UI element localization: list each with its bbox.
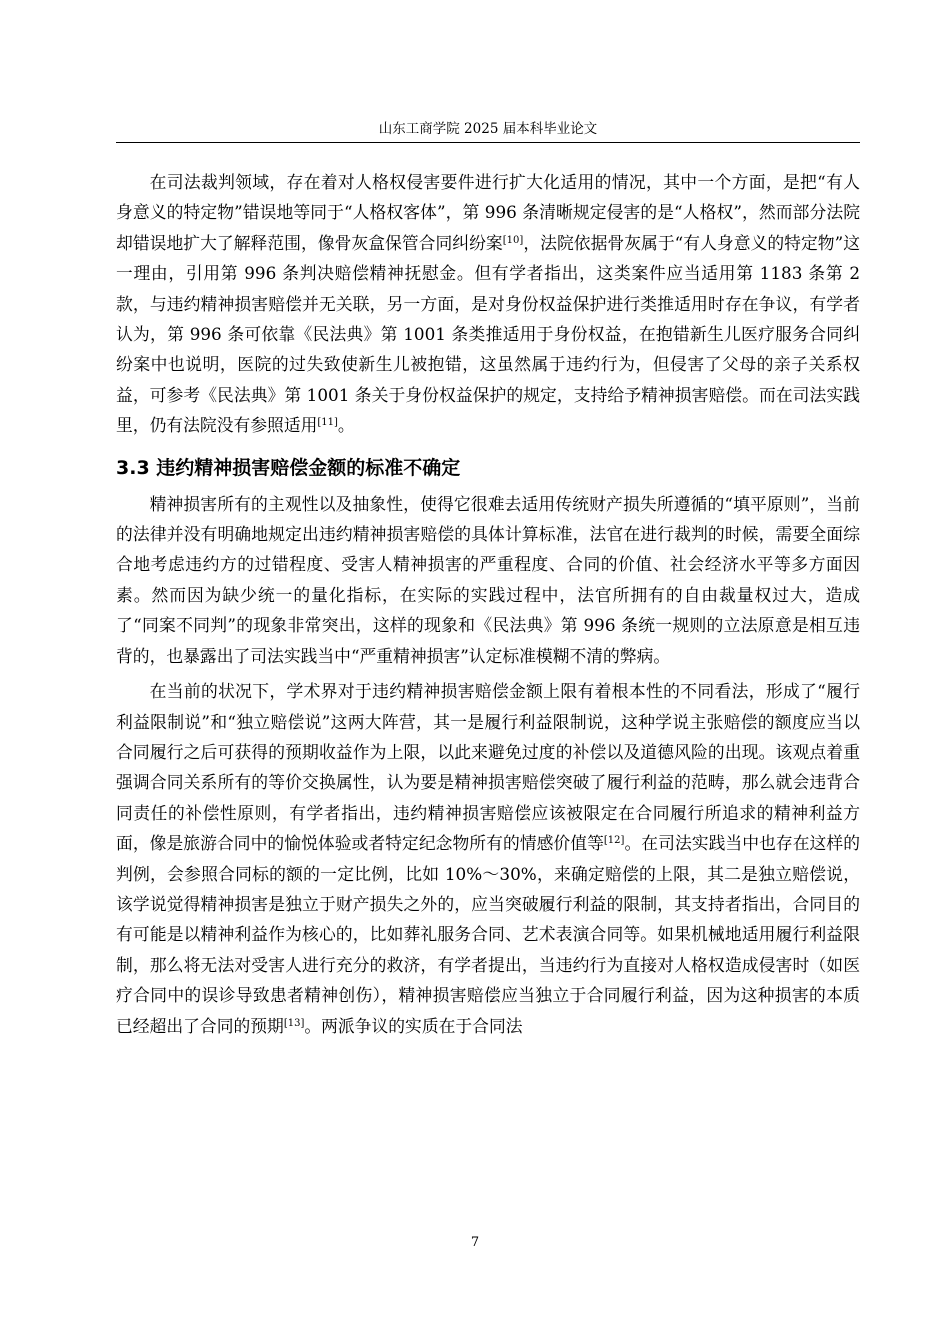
citation-ref: [13]: [283, 1017, 305, 1029]
paragraph-text: 。在司法实践当中也存在这样的判例，会参照合同标的额的一定比例，比如 10%～30%，来确定赔偿的上限，其二是独立赔偿说，该学说觉得精神损害是独立于财产损失之外的，应当突破履行利益的限制，其支持者指出，合同目的有可能是以精神利益作为核心的，比如葬礼服务合同、艺术表演合同等。如果机械地适用履行利益限制，那么将无法对受害人进行充分的救济，有学者提出，当违约行为直接对人格权造成侵害时（如医疗合同中的误诊导致患者精神创伤），精神损害赔偿应当独立于合同履行利益，因为这种损害的本质已经超出了合同的预期: [116, 833, 860, 1036]
section-heading: 3.3 违约精神损害赔偿金额的标准不确定: [116, 456, 461, 479]
running-header: 山东工商学院 2025 届本科毕业论文: [378, 121, 598, 137]
header-rule: [116, 142, 860, 143]
body-paragraph: [116, 676, 860, 1041]
body-paragraph: [116, 489, 860, 671]
paragraph-text: 精神损害所有的主观性以及抽象性，使得它很难去适用传统财产损失所遵循的“填平原则”，当前的法律并没有明确地规定出违约精神损害赔偿的具体计算标准，法官在进行裁判的时候，需要全面综合地考虑违约方的过错程度、受害人精神损害的严重程度、合同的价值、社会经济水平等多方面因素。然而因为缺少统一的量化指标，在实际的实践过程中，法官所拥有的自由裁量权过大，造成了“同案不同判”的现象非常突出，这样的现象和《民法典》第 996 条统一规则的立法原意是相互违背的，也暴露出了司法实践当中“严重精神损害”认定标准模糊不清的弊病。: [116, 493, 860, 666]
body-paragraph: [116, 167, 860, 441]
citation-ref: [12]: [603, 835, 625, 847]
paragraph-text: 在当前的状况下，学术界对于违约精神损害赔偿金额上限有着根本性的不同看法，形成了“履行利益限制说”和“独立赔偿说”这两大阵营，其一是履行利益限制说，这种学说主张赔偿的额度应当以合同履行之后可获得的预期收益作为上限，以此来避免过度的补偿以及道德风险的出现。该观点着重强调合同关系所有的等价交换属性，认为要是精神损害赔偿突破了履行利益的范畴，那么就会违背合同责任的补偿性原则，有学者指出，违约精神损害赔偿应该被限定在合同履行所追求的精神利益方面，像是旅游合同中的愉悦体验或者特定纪念物所有的情感价值等: [116, 681, 860, 854]
page-body: [116, 167, 860, 1041]
citation-ref: [11]: [317, 417, 338, 429]
page-number: 7: [470, 1235, 480, 1250]
paragraph-text: 在司法裁判领域，存在着对人格权侵害要件进行扩大化适用的情况，其中一个方面，是把“有人身意义的特定物”错误地等同于“人格权客体”，第 996 条清晰规定侵害的是“人格权”，然而部分法院却错误地扩大了解释范围，像骨灰盒保管合同纠纷案: [116, 172, 860, 253]
citation-ref: [10]: [502, 234, 524, 246]
paragraph-text: 。: [337, 415, 355, 436]
paragraph-text: ，法院依据骨灰属于“有人身意义的特定物”这一理由，引用第 996 条判决赔偿精神抚慰金。但有学者指出，这类案件应当适用第 1183 条第 2 款，与违约精神损害赔偿并无关联，另一方面，是对身份权益保护进行类推适用时存在争议，有学者认为，第 996 条可依靠《民法典》第 1001 条类推适用于身份权益，在抱错新生儿医疗服务合同纠纷案中也说明，医院的过失致使新生儿被抱错，这虽然属于违约行为，但侵害了父母的亲子关系权益，可参考《民法典》第 1001 条关于身份权益保护的规定，支持给予精神损害赔偿。而在司法实践里，仍有法院没有参照适用: [116, 232, 860, 436]
paragraph-text: 。两派争议的实质在于合同法: [304, 1015, 523, 1036]
